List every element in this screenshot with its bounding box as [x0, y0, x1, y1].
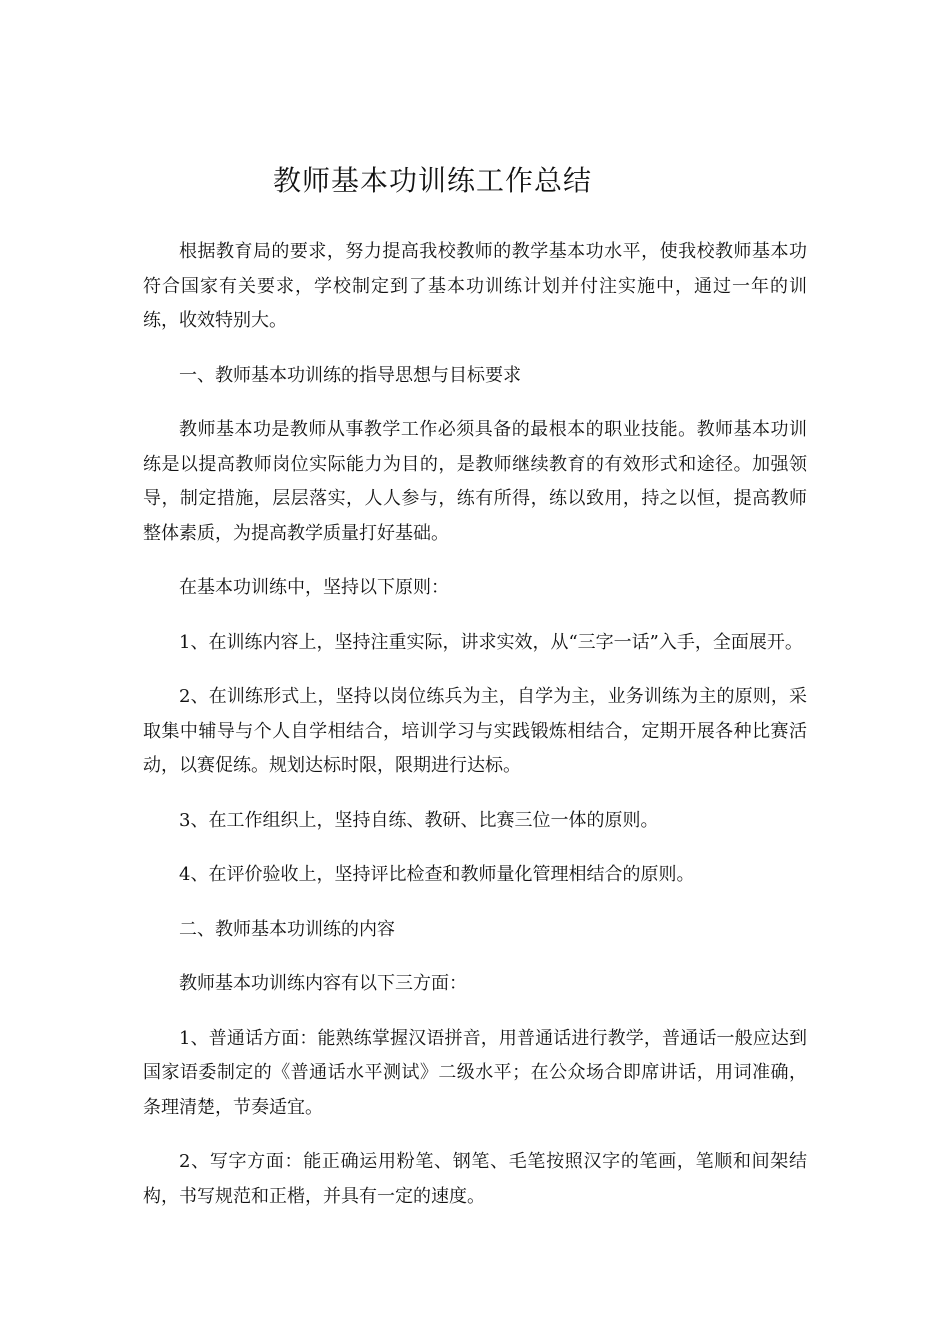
body-paragraph: 在基本功训练中，坚持以下原则：	[179, 577, 449, 598]
list-item-principle-4: 4、在评价验收上，坚持评比检查和教师量化管理相结合的原则。	[179, 864, 695, 885]
document-title: 教师基本功训练工作总结	[273, 164, 593, 197]
section-heading-2: 二、教师基本功训练的内容	[179, 918, 395, 940]
list-item-principle-2: 2、在训练形式上，坚持以岗位练兵为主，自学为主，业务训练为主的原则，采取集中辅导与个人自学相结合，培训学习与实践锻炼相结合，定期开展各种比赛活动，以赛促练。规划达标时限，限期进行达标。	[143, 686, 807, 776]
document-body	[143, 235, 807, 1234]
body-paragraph: 教师基本功是教师从事教学工作必须具备的最根本的职业技能。教师基本功训练是以提高教师岗位实际能力为目的，是教师继续教育的有效形式和途径。加强领导，制定措施，层层落实，人人参与，练有所得，练以致用，持之以恒，提高教师整体素质，为提高教学质量打好基础。	[143, 419, 807, 544]
body-paragraph: 教师基本功训练内容有以下三方面：	[179, 973, 467, 994]
list-item-principle-3: 3、在工作组织上，坚持自练、教研、比赛三位一体的原则。	[179, 809, 659, 831]
section-heading-1: 一、教师基本功训练的指导思想与目标要求	[179, 364, 521, 386]
list-item-content-1: 1、普通话方面：能熟练掌握汉语拼音，用普通话进行教学，普通话一般应达到国家语委制定的《普通话水平测试》二级水平；在公众场合即席讲话，用词准确，条理清楚，节奏适宜。	[143, 1027, 807, 1118]
list-item-principle-1: 1、在训练内容上，坚持注重实际，讲求实效，从“三字一话”入手，全面展开。	[179, 631, 803, 653]
list-item-content-2: 2、写字方面：能正确运用粉笔、钢笔、毛笔按照汉字的笔画，笔顺和间架结构，书写规范和正楷，并具有一定的速度。	[143, 1151, 807, 1207]
intro-paragraph: 根据教育局的要求，努力提高我校教师的教学基本功水平，使我校教师基本功符合国家有关要求，学校制定到了基本功训练计划并付注实施中，通过一年的训练，收效特别大。	[143, 241, 807, 331]
